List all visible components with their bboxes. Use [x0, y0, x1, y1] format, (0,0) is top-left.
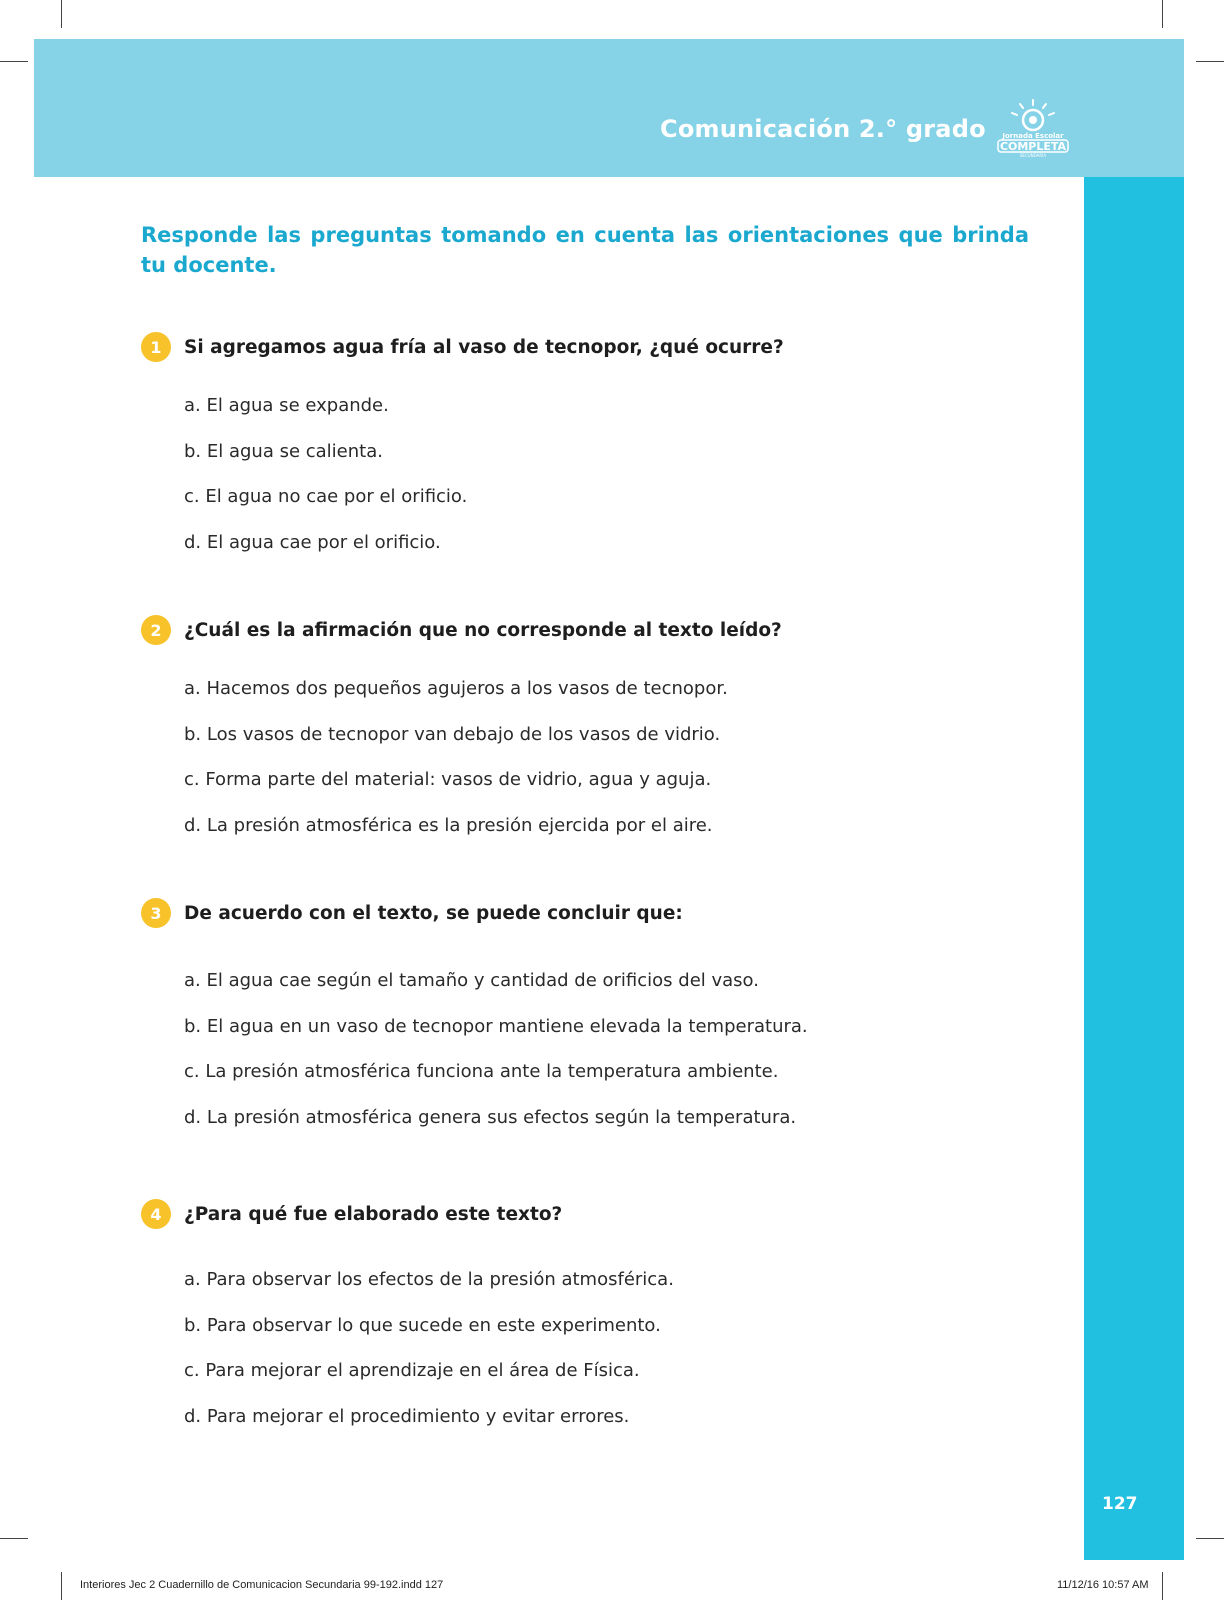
option-a: a. El agua se expande. [184, 395, 389, 416]
crop-mark-bottom-left-v [61, 1572, 62, 1600]
crop-mark-top-right-h [1196, 61, 1224, 62]
question-2 [141, 614, 1041, 859]
option-list [184, 969, 1041, 1151]
question-header [141, 897, 1041, 929]
crop-mark-bottom-left-h [0, 1538, 28, 1539]
option-d: d. La presión atmosférica es la presión ejercida por el aire. [184, 814, 713, 836]
question-text: De acuerdo con el texto, se puede concluir que: [184, 902, 683, 924]
crop-mark-top-left-h [0, 61, 28, 62]
question-number-badge: 1 [141, 332, 171, 362]
option-b: b. Los vasos de tecnopor van debajo de los vasos de vidrio. [184, 723, 721, 745]
option-list [184, 394, 1041, 576]
crop-mark-top-left-v [61, 0, 62, 28]
option-list [184, 1268, 1041, 1450]
question-text: ¿Para qué fue elaborado este texto? [184, 1203, 563, 1225]
option-a: a. Para observar los efectos de la presión atmosférica. [184, 1269, 674, 1290]
question-1 [141, 331, 1041, 576]
option-c: c. La presión atmosférica funciona ante la temperatura ambiente. [184, 1061, 779, 1082]
option-b: b. El agua en un vaso de tecnopor mantiene elevada la temperatura. [184, 1015, 808, 1037]
crop-mark-bottom-right-v [1162, 1572, 1163, 1600]
page-number: 127 [1102, 1494, 1138, 1514]
question-number-badge: 4 [141, 1199, 171, 1229]
option-d: d. Para mejorar el procedimiento y evitar errores. [184, 1405, 630, 1427]
option-list [184, 677, 1041, 859]
option-d: d. El agua cae por el orificio. [184, 531, 441, 553]
option-d: d. La presión atmosférica genera sus efectos según la temperatura. [184, 1106, 797, 1128]
question-text: ¿Cuál es la afirmación que no corresponde al texto leído? [184, 619, 782, 641]
option-b: b. Para observar lo que sucede en este experimento. [184, 1314, 661, 1336]
question-header [141, 331, 1041, 363]
option-b: b. El agua se calienta. [184, 440, 383, 462]
footer-date-time: 11/12/16 10:57 AM [1057, 1579, 1149, 1591]
logo-sub-text: SECUNDARIA [1019, 153, 1047, 158]
side-bar [1084, 177, 1184, 1560]
instruction-text: Responde las preguntas tomando en cuenta las orientaciones que brinda tu docente. [141, 223, 1029, 277]
footer-file-info: Interiores Jec 2 Cuadernillo de Comunicacion Secundaria 99-192.indd 127 [80, 1579, 444, 1591]
question-number-badge: 2 [141, 615, 171, 645]
page-header-title: Comunicación 2.° grado [660, 115, 986, 143]
question-header [141, 614, 1041, 646]
logo-main-text: COMPLETA [999, 140, 1067, 153]
question-header [141, 1198, 1041, 1230]
option-c: c. Para mejorar el aprendizaje en el área de Física. [184, 1360, 640, 1381]
logo-top-text: Jornada Escolar [1002, 132, 1064, 140]
jornada-escolar-completa-logo-icon [990, 98, 1076, 158]
option-a: a. El agua cae según el tamaño y cantidad de orificios del vaso. [184, 970, 759, 991]
crop-mark-bottom-right-h [1196, 1538, 1224, 1539]
option-a: a. Hacemos dos pequeños agujeros a los vasos de tecnopor. [184, 678, 728, 699]
option-c: c. El agua no cae por el orificio. [184, 486, 468, 507]
question-4 [141, 1198, 1041, 1450]
question-3 [141, 897, 1041, 1151]
option-c: c. Forma parte del material: vasos de vidrio, agua y aguja. [184, 769, 712, 790]
crop-mark-top-right-v [1162, 0, 1163, 28]
question-number-badge: 3 [141, 898, 171, 928]
question-text: Si agregamos agua fría al vaso de tecnopor, ¿qué ocurre? [184, 336, 784, 358]
